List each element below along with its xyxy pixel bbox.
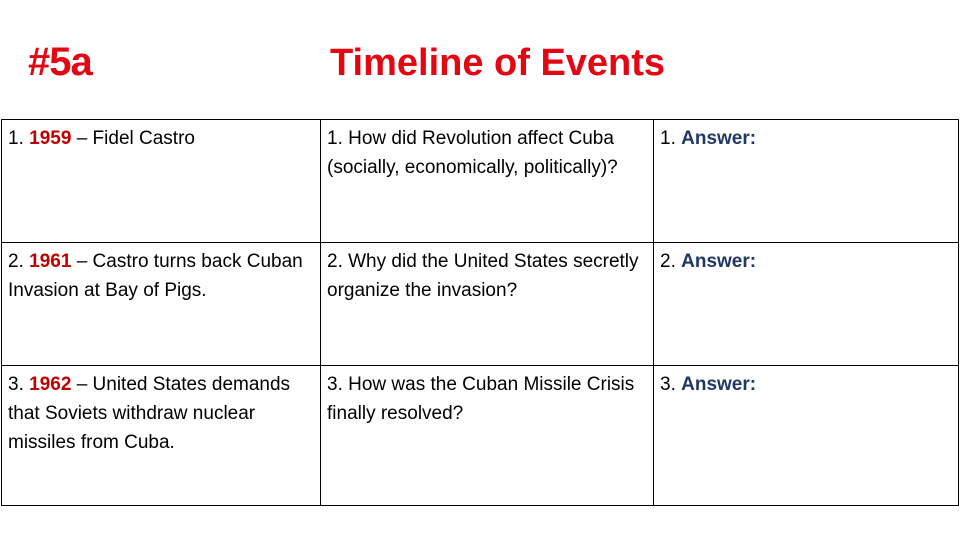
- table-row: [2, 120, 959, 243]
- timeline-table: [1, 119, 959, 506]
- event-year: 1962: [29, 374, 72, 395]
- answer-label: Answer:: [681, 128, 757, 149]
- event-number: 3.: [8, 374, 24, 395]
- question-cell: [321, 243, 654, 366]
- answer-label: Answer:: [681, 374, 757, 395]
- slide-id: #5a: [28, 40, 92, 84]
- event-year: 1959: [29, 128, 72, 149]
- event-text: – Castro turns back Cuban Invasion at Bay of Pigs.: [8, 251, 303, 301]
- event-number: 2.: [8, 251, 24, 272]
- answer-cell[interactable]: [654, 120, 959, 243]
- question-text: 3. How was the Cuban Missile Crisis finally resolved?: [327, 374, 635, 424]
- answer-cell[interactable]: [654, 243, 959, 366]
- table-row: [2, 366, 959, 506]
- table-row: [2, 243, 959, 366]
- answer-label: Answer:: [681, 251, 757, 272]
- event-year: 1961: [29, 251, 72, 272]
- question-cell: [321, 366, 654, 506]
- event-cell: [2, 366, 321, 506]
- question-text: 1. How did Revolution affect Cuba (socially, economically, politically)?: [327, 128, 618, 178]
- answer-number: 2.: [660, 251, 682, 272]
- answer-number: 1.: [660, 128, 682, 149]
- event-cell: [2, 243, 321, 366]
- page-title: Timeline of Events: [330, 42, 666, 84]
- event-number: 1.: [8, 128, 24, 149]
- question-cell: [321, 120, 654, 243]
- event-text: – Fidel Castro: [71, 128, 195, 149]
- answer-cell[interactable]: [654, 366, 959, 506]
- question-text: 2. Why did the United States secretly organize the invasion?: [327, 251, 639, 301]
- answer-number: 3.: [660, 374, 682, 395]
- event-text: – United States demands that Soviets withdraw nuclear missiles from Cuba.: [8, 374, 291, 453]
- event-cell: [2, 120, 321, 243]
